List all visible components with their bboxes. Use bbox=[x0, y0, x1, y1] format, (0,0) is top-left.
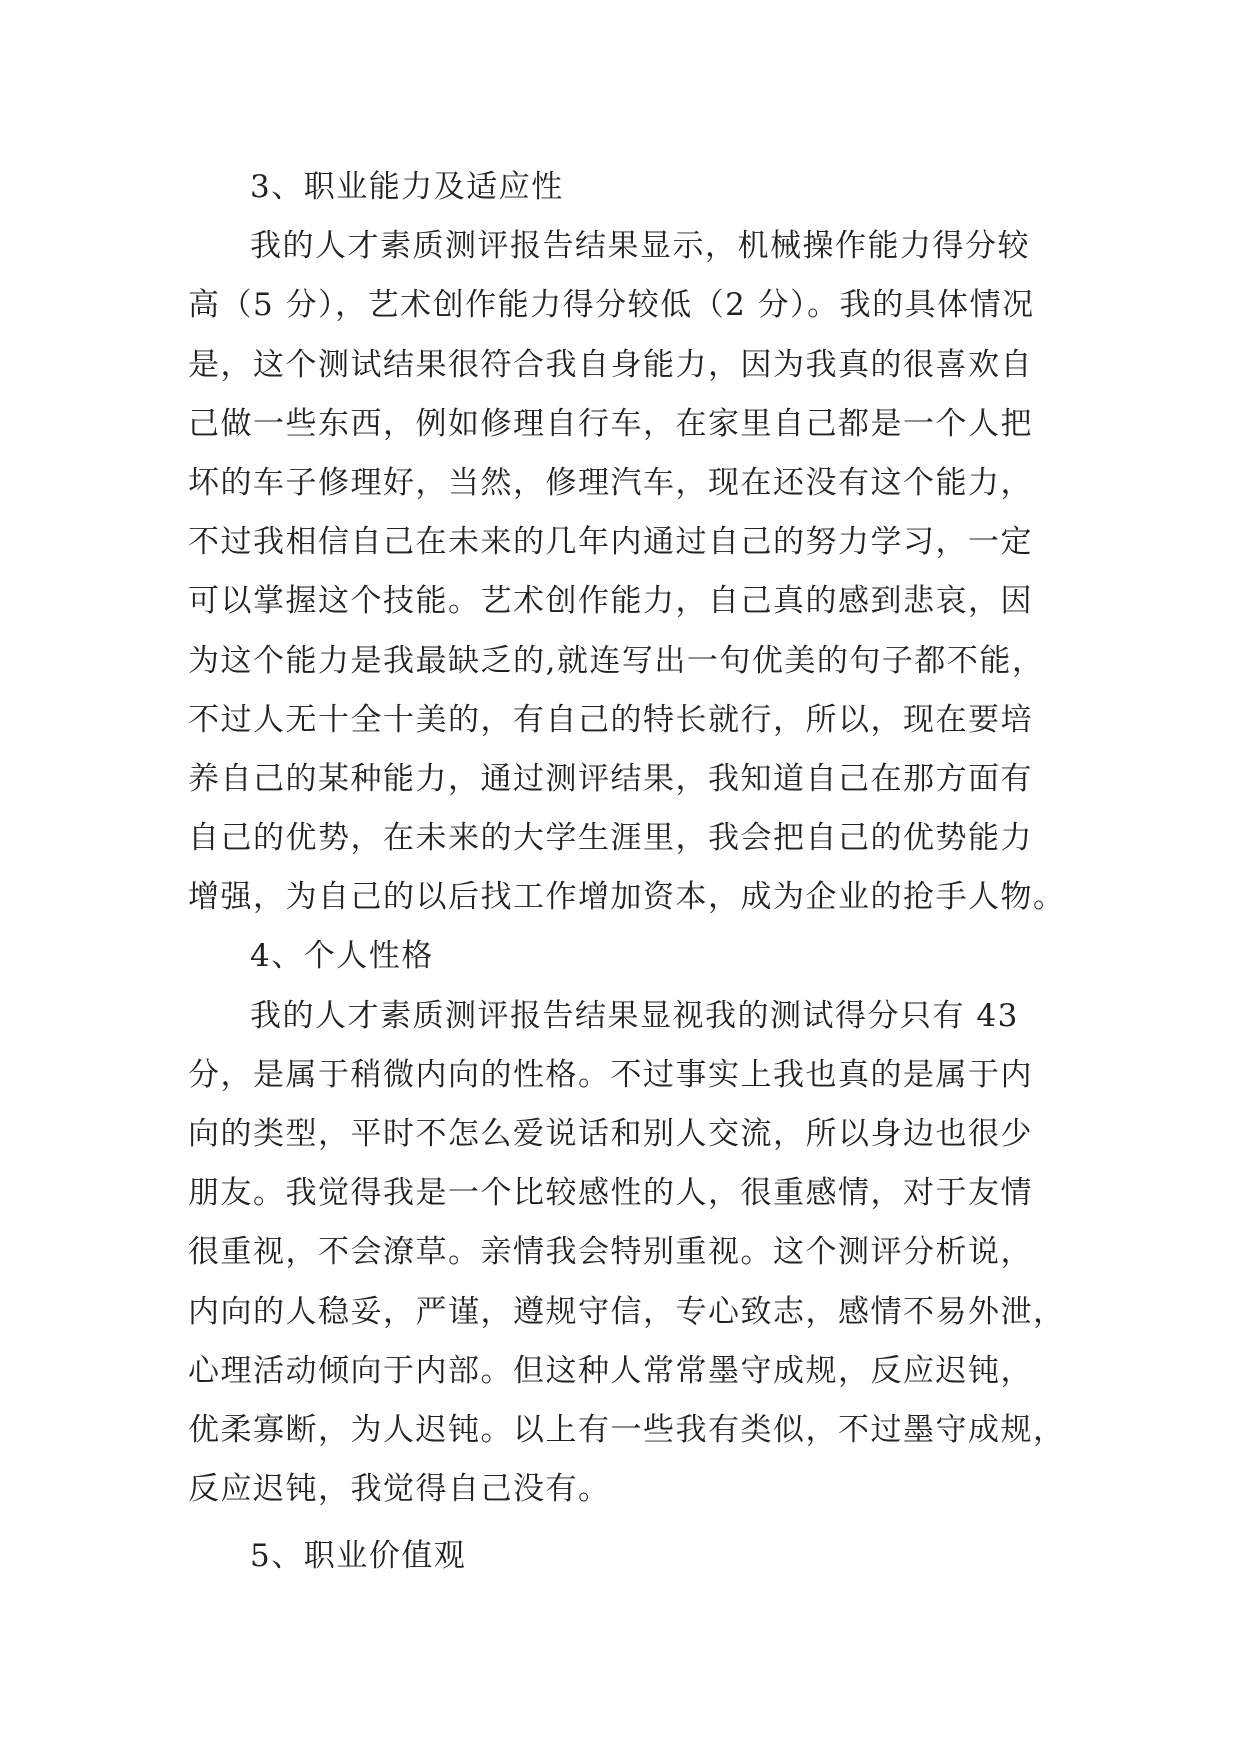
section-heading: 4、个人性格 bbox=[250, 938, 434, 975]
paragraph-line: 分，是属于稍微内向的性格。不过事实上我也真的是属于内 bbox=[188, 1056, 1033, 1093]
paragraph-line: 为这个能力是我最缺乏的,就连写出一句优美的句子都不能， bbox=[188, 642, 1045, 679]
paragraph-line: 高（5 分），艺术创作能力得分较低（2 分）。我的具体情况 bbox=[188, 287, 1035, 324]
paragraph-line: 养自己的某种能力，通过测评结果，我知道自己在那方面有 bbox=[188, 760, 1033, 797]
paragraph-line: 增强，为自己的以后找工作增加资本，成为企业的抢手人物。 bbox=[188, 879, 1066, 916]
paragraph-line: 坏的车子修理好，当然，修理汽车，现在还没有这个能力， bbox=[188, 464, 1033, 501]
paragraph-line: 很重视，不会潦草。亲情我会特别重视。这个测评分析说， bbox=[188, 1234, 1033, 1271]
paragraph-line: 是，这个测试结果很符合我自身能力，因为我真的很喜欢自 bbox=[188, 346, 1033, 383]
paragraph-line: 向的类型，平时不怎么爱说话和别人交流，所以身边也很少 bbox=[188, 1116, 1033, 1152]
section-heading: 3、职业能力及适应性 bbox=[250, 169, 564, 205]
section-spacer bbox=[188, 1519, 1054, 1527]
paragraph-line: 内向的人稳妥，严谨，遵规守信，专心致志，感情不易外泄， bbox=[188, 1293, 1066, 1330]
paragraph-line: 不过我相信自己在未来的几年内通过自己的努力学习，一定 bbox=[188, 524, 1033, 561]
paragraph-line: 反应迟钝，我觉得自己没有。 bbox=[188, 1471, 611, 1508]
paragraph-line: 心理活动倾向于内部。但这种人常常墨守成规，反应迟钝， bbox=[188, 1352, 1033, 1389]
paragraph-line: 我的人才素质测评报告结果显视我的测试得分只有 43 bbox=[250, 997, 1019, 1034]
section-heading: 5、职业价值观 bbox=[250, 1538, 467, 1575]
paragraph-line: 己做一些东西，例如修理自行车，在家里自己都是一个人把 bbox=[188, 405, 1033, 442]
paragraph-line: 可以掌握这个技能。艺术创作能力，自己真的感到悲哀，因 bbox=[188, 583, 1033, 620]
paragraph-line: 优柔寡断，为人迟钝。以上有一些我有类似，不过墨守成规， bbox=[188, 1411, 1066, 1448]
paragraph-line: 我的人才素质测评报告结果显示，机械操作能力得分较 bbox=[250, 228, 1030, 265]
paragraph-line: 自己的优势，在未来的大学生涯里，我会把自己的优势能力 bbox=[188, 820, 1033, 857]
paragraph-line: 不过人无十全十美的，有自己的特长就行，所以，现在要培 bbox=[188, 701, 1033, 738]
paragraph-line: 朋友。我觉得我是一个比较感性的人，很重感情，对于友情 bbox=[188, 1175, 1033, 1212]
document-body bbox=[188, 158, 1066, 1587]
